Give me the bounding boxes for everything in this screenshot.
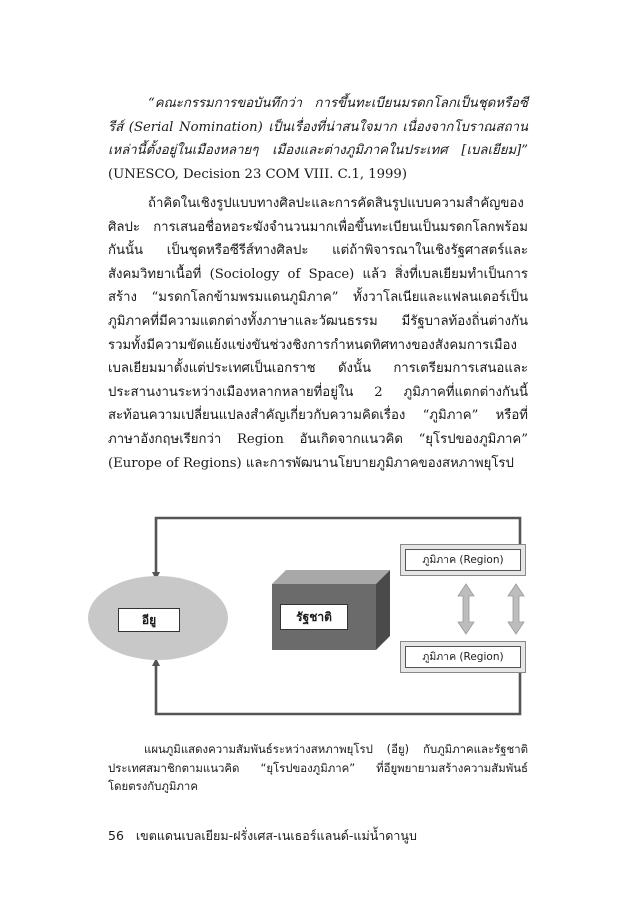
region-bottom-box	[400, 641, 526, 673]
nation-box-top	[272, 570, 390, 584]
eu-label: อียู	[118, 608, 180, 632]
body-paragraph	[108, 192, 528, 475]
region-top-box	[400, 544, 526, 576]
region-top-label: ภูมิภาค (Region)	[405, 549, 521, 571]
nation-box-side	[376, 570, 390, 650]
region-bottom-label: ภูมิภาค (Region)	[405, 646, 521, 668]
page-footer	[108, 826, 528, 846]
double-arrow-right	[508, 584, 524, 634]
body-text: ถ้าคิดในเชิงรูปแบบทางศิลปะและการคัดสินรูปแบบความสำคัญของศิลปะ การเสนอชื่อหอระฆังจำนวนมากเพื่อขึ้นทะเบียนเป็นมรดกโลกพร้อมกันนั้น เป็นชุดหรือซีรีส์ทางศิลปะ แต่ถ้าพิจารณาในเชิงรัฐศาสตร์และสังคมวิทยาเนื้อที่ (Sociology of Space) แล้ว สิ่งที่เบลเยียมทำเป็นการสร้าง “มรดกโลกข้ามพรมแดนภูมิภาค” ทั้งวาโลเนียและแฟลนเดอร์เป็นภูมิภาคที่มีความแตกต่างทั้งภาษาและวัฒนธรรม มีรัฐบาลท้องถิ่นต่างกัน รวมทั้งมีความขัดแย้งแข่งขันช่วงชิงการกำหนดทิศทางของสังคมการเมืองเบลเยียมมาตั้งแต่ประเทศเป็นเอกราช ดังนั้น การเตรียมการเสนอและประสานงานระหว่างเมืองหลากหลายที่อยู่ใน 2 ภูมิภาคที่แตกต่างกันนี้ สะท้อนความเปลี่ยนแปลงสำคัญเกี่ยวกับความคิดเรื่อง “ภูมิภาค” หรือที่ภาษาอังกฤษเรียกว่า Region อันเกิดจากแนวคิด “ยุโรปของภูมิภาค” (Europe of Regions) และการพัฒนานโยบายภูมิภาคของสหภาพยุโรป	[108, 196, 528, 471]
nation-state-label: รัฐชาติ	[280, 604, 348, 630]
double-arrow-left	[458, 584, 474, 634]
caption-text: แผนภูมิแสดงความสัมพันธ์ระหว่างสหภาพยุโรป (อียู) กับภูมิภาคและรัฐชาติ ประเทศสมาชิกตามแนวคิด “ยุโรปของภูมิภาค” ที่อียูพยายามสร้างความสัมพันธ์โดยตรงกับภูมิภาค	[108, 742, 528, 793]
eu-region-diagram	[80, 512, 560, 722]
page-number: 56	[108, 828, 124, 843]
quote-text: “คณะกรรมการขอบันทึกว่า การขึ้นทะเบียนมรดกโลกเป็นชุดหรือซีรีส์ (Serial Nomination) เป็นเรื่องที่น่าสนใจมาก เนื่องจากโบราณสถานเหล่านี้ตั้งอยู่ในเมืองหลายๆ เมืองและต่างภูมิภาคในประเทศ [เบลเยียม]”	[108, 96, 528, 159]
diagram-caption	[108, 740, 528, 796]
running-title: เขตแดนเบลเยียม-ฝรั่งเศส-เนเธอร์แลนด์-แม่น้ำดานูบ	[135, 828, 417, 843]
quote-paragraph	[108, 92, 528, 186]
quote-citation: (UNESCO, Decision 23 COM VIII. C.1, 1999)	[108, 166, 407, 182]
